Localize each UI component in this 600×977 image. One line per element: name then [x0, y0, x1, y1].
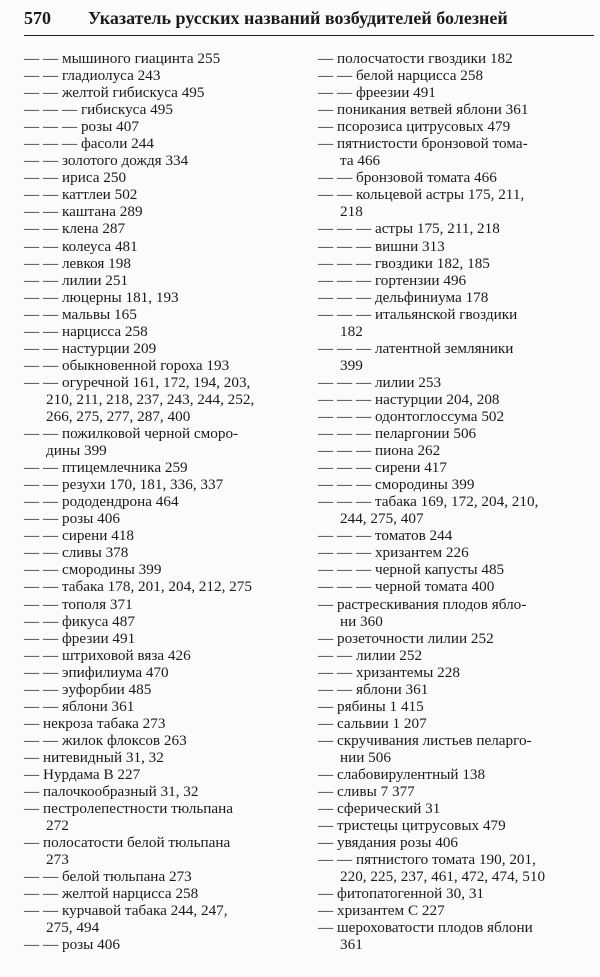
index-entry-line: — — сливы 378 — [24, 544, 129, 562]
index-entry-line: — — сирени 418 — [24, 527, 135, 545]
index-entry — [24, 800, 300, 834]
index-entry-line: — фитопатогенной 30, 31 — [318, 885, 485, 903]
index-entry — [318, 851, 592, 885]
index-entry — [318, 255, 592, 272]
index-entry — [24, 67, 300, 84]
index-entry — [24, 834, 300, 868]
index-entry-line: 361 — [340, 936, 363, 954]
index-entry — [24, 118, 300, 135]
index-entry-line: — — эпифилиума 470 — [24, 663, 169, 681]
index-entry-line: — — левкоя 198 — [24, 254, 131, 272]
index-entry-line: — сливы 7 377 — [318, 783, 415, 801]
index-entry-line: — — лилии 252 — [318, 646, 423, 664]
index-entry-line: — растрескивания плодов ябло- — [318, 595, 527, 613]
index-entry — [318, 408, 592, 425]
index-entry-line: — — — одонтоглоссума 502 — [318, 407, 505, 425]
index-entry — [318, 425, 592, 442]
index-entry-line: 244, 275, 407 — [340, 510, 424, 528]
index-entry — [318, 561, 592, 578]
index-entry-line: — — клена 287 — [24, 220, 126, 238]
index-entry-line: — — — дельфиниума 178 — [318, 288, 489, 306]
index-entry — [24, 647, 300, 664]
index-entry-line: — сальвии 1 207 — [318, 714, 427, 732]
index-entry-line: — полосатости белой тюльпана — [24, 834, 231, 852]
index-entry — [24, 868, 300, 885]
index-entry-line: — — — черной капусты 485 — [318, 561, 505, 579]
index-entry — [24, 459, 300, 476]
index-entry-line: — — — черной томата 400 — [318, 578, 495, 596]
index-entry — [24, 169, 300, 186]
index-column-left — [24, 50, 300, 953]
index-entry-line: — — — хризантем 226 — [318, 544, 469, 562]
index-entry-line: — — — гортензии 496 — [318, 271, 467, 289]
index-entry — [24, 289, 300, 306]
index-entry — [318, 238, 592, 255]
index-entry — [24, 510, 300, 527]
index-entry-line: — — жилок флоксов 263 — [24, 731, 187, 749]
index-entry — [24, 698, 300, 715]
index-entry — [24, 476, 300, 493]
index-entry — [318, 493, 592, 527]
index-entry-line: 273 — [46, 851, 69, 869]
index-entry-line: — — обыкновенной гороха 193 — [24, 356, 230, 374]
index-entry — [24, 50, 300, 67]
index-entry-line: — шероховатости плодов яблони — [318, 919, 533, 937]
index-entry-line: — — птицемлечника 259 — [24, 459, 188, 477]
index-entry-line: та 466 — [340, 152, 381, 170]
index-entry-line: — — фрезии 491 — [24, 629, 136, 647]
index-entry — [318, 340, 592, 374]
index-entry-line: — Нурдама В 227 — [24, 765, 141, 783]
index-entry-line: 275, 494 — [46, 919, 100, 937]
index-entry — [24, 527, 300, 544]
index-entry-line: — — — лилии 253 — [318, 373, 442, 391]
index-entry — [24, 255, 300, 272]
index-entry — [318, 681, 592, 698]
index-entry-line: — пятнистости бронзовой тома- — [318, 135, 528, 153]
index-entry — [318, 664, 592, 681]
index-entry-line: — — желтой нарцисса 258 — [24, 885, 199, 903]
index-entry-line: — — — итальянской гвоздики — [318, 305, 518, 323]
index-entry — [318, 783, 592, 800]
index-entry — [318, 834, 592, 851]
index-entry-line: — хризантем С 227 — [318, 902, 445, 920]
index-entry — [24, 220, 300, 237]
index-entry-line: — скручивания листьев пеларго- — [318, 731, 532, 749]
index-entry-line: — — курчавой табака 244, 247, — [24, 902, 228, 920]
index-entry — [24, 561, 300, 578]
index-entry-line: — — пятнистого томата 190, 201, — [318, 851, 536, 869]
index-entry-line: ни 360 — [340, 612, 383, 630]
index-entry-line: — — — смородины 399 — [318, 476, 475, 494]
index-entry-line: — — — астры 175, 211, 218 — [318, 220, 500, 238]
index-entry — [318, 817, 592, 834]
index-entry-line: — — колеуса 481 — [24, 237, 138, 255]
index-column-right — [318, 50, 592, 953]
index-entry-line: — — штриховой вяза 426 — [24, 646, 191, 664]
index-entry — [318, 919, 592, 953]
index-entry — [318, 306, 592, 340]
index-entry — [24, 135, 300, 152]
index-entry — [318, 289, 592, 306]
index-entry-line: — пестролепестности тюльпана — [24, 800, 233, 818]
index-entry-line: — нитевидный 31, 32 — [24, 748, 164, 766]
index-entry — [318, 885, 592, 902]
index-entry — [24, 323, 300, 340]
index-entry-line: — — — табака 169, 172, 204, 210, — [318, 493, 539, 511]
index-entry-line: — — — пиона 262 — [318, 442, 441, 460]
index-entry — [318, 596, 592, 630]
index-entry — [318, 101, 592, 118]
index-entry-line: — некроза табака 273 — [24, 714, 166, 732]
index-entry — [24, 936, 300, 953]
index-entry-line: — — огуречной 161, 172, 194, 203, — [24, 373, 251, 391]
index-entry — [24, 84, 300, 101]
index-entry-line: — — нарцисса 258 — [24, 322, 148, 340]
index-entry-line: — — яблони 361 — [318, 680, 429, 698]
index-entry-line: — — люцерны 181, 193 — [24, 288, 179, 306]
index-entry — [318, 186, 592, 220]
index-entry — [318, 902, 592, 919]
index-entry — [24, 783, 300, 800]
index-entry-line: — — тополя 371 — [24, 595, 133, 613]
index-entry-line: — — гладиолуса 243 — [24, 67, 161, 85]
index-entry — [24, 152, 300, 169]
index-entry-line: — — кольцевой астры 175, 211, — [318, 186, 525, 204]
index-entry — [24, 425, 300, 459]
index-entry — [24, 766, 300, 783]
index-entry — [318, 459, 592, 476]
index-entry-line: — — фикуса 487 — [24, 612, 135, 630]
index-entry — [318, 647, 592, 664]
index-entry — [318, 544, 592, 561]
index-entry — [318, 766, 592, 783]
index-entry-line: — розеточности лилии 252 — [318, 629, 494, 647]
index-entry — [318, 476, 592, 493]
index-entry — [318, 169, 592, 186]
index-entry — [24, 630, 300, 647]
index-entry-line: — — ириса 250 — [24, 169, 127, 187]
index-entry — [24, 357, 300, 374]
index-entry — [24, 902, 300, 936]
index-entry-line: 182 — [340, 322, 363, 340]
index-entry-line: — — эуфорбии 485 — [24, 680, 152, 698]
index-entry-line: — — настурции 209 — [24, 339, 157, 357]
index-entry-line: — — фреезии 491 — [318, 84, 436, 102]
index-entry-line: — — каттлеи 502 — [24, 186, 138, 204]
index-entry-line: — рябины 1 415 — [318, 697, 424, 715]
index-entry-line: 220, 225, 237, 461, 472, 474, 510 — [340, 868, 546, 886]
index-entry — [24, 306, 300, 323]
index-entry-line: — — мальвы 165 — [24, 305, 137, 323]
index-entry-line: — — белой нарцисса 258 — [318, 67, 484, 85]
index-entry-line: — — смородины 399 — [24, 561, 162, 579]
index-entry — [318, 630, 592, 647]
index-entry — [318, 220, 592, 237]
index-entry-line: 210, 211, 218, 237, 243, 244, 252, — [46, 390, 255, 408]
index-entry-line: 266, 275, 277, 287, 400 — [46, 407, 191, 425]
running-title: Указатель русских названий возбудителей болезней — [88, 8, 508, 28]
index-entry-line: — тристецы цитрусовых 479 — [318, 817, 506, 835]
index-entry-line: — — белой тюльпана 273 — [24, 868, 192, 886]
index-entry-line: — — — гибискуса 495 — [24, 101, 173, 119]
index-entry — [24, 340, 300, 357]
index-entry-line: — — пожилковой черной сморо- — [24, 425, 239, 443]
index-entry-line: — — мышиного гиацинта 255 — [24, 50, 221, 67]
index-entry — [24, 544, 300, 561]
index-entry — [24, 493, 300, 510]
index-entry — [318, 84, 592, 101]
index-entry-line: — — табака 178, 201, 204, 212, 275 — [24, 578, 252, 596]
index-entry — [318, 50, 592, 67]
index-entry-line: — — — латентной земляники — [318, 339, 514, 357]
index-entry — [318, 135, 592, 169]
index-entry-line: — поникания ветвей яблони 361 — [318, 101, 529, 119]
index-entry — [318, 442, 592, 459]
index-entry-line: — — — фасоли 244 — [24, 135, 154, 153]
index-entry-line: 399 — [340, 356, 363, 374]
index-entry-line: — — желтой гибискуса 495 — [24, 84, 205, 102]
index-entry — [24, 732, 300, 749]
index-entry-line: — — — вишни 313 — [318, 237, 445, 255]
index-entry-line: — — бронзовой томата 466 — [318, 169, 497, 187]
index-entry — [318, 374, 592, 391]
index-entry — [24, 715, 300, 732]
index-entry — [318, 732, 592, 766]
index-entry-line: — — каштана 289 — [24, 203, 143, 221]
running-header — [24, 6, 594, 36]
index-entry — [318, 578, 592, 595]
index-entry-line: — — — гвоздики 182, 185 — [318, 254, 490, 272]
index-entry — [24, 681, 300, 698]
index-entry-line: — — лилии 251 — [24, 271, 129, 289]
index-entry — [24, 272, 300, 289]
index-entry — [318, 67, 592, 84]
index-entry-line: — — розы 406 — [24, 510, 120, 528]
index-entry-line: — — — розы 407 — [24, 118, 139, 136]
index-entry-line: дины 399 — [46, 442, 107, 460]
index-entry — [318, 118, 592, 135]
index-entry — [24, 885, 300, 902]
index-entry-line: — — — пеларгонии 506 — [318, 425, 477, 443]
index-entry — [24, 203, 300, 220]
index-entry-line: — сферический 31 — [318, 800, 441, 818]
index-entry-line: — псорозиса цитрусовых 479 — [318, 118, 511, 136]
index-entry — [24, 596, 300, 613]
index-entry — [318, 800, 592, 817]
index-entry-line: — — розы 406 — [24, 936, 120, 954]
index-entry-line: — — — томатов 244 — [318, 527, 453, 545]
index-entry-line: нии 506 — [340, 748, 391, 766]
index-entry-line: — — — сирени 417 — [318, 459, 447, 477]
index-entry — [24, 613, 300, 630]
index-entry — [24, 238, 300, 255]
index-entry — [24, 101, 300, 118]
index-entry-line: — полосчатости гвоздики 182 — [318, 50, 513, 67]
index-entry-line: — слабовирулентный 138 — [318, 765, 486, 783]
index-entry-line: — — хризантемы 228 — [318, 663, 460, 681]
index-entry-line: — палочкообразный 31, 32 — [24, 783, 199, 801]
index-entry — [318, 715, 592, 732]
index-entry-line: — увядания розы 406 — [318, 834, 459, 852]
index-entry-line: 272 — [46, 817, 69, 835]
index-entry-line: — — резухи 170, 181, 336, 337 — [24, 476, 224, 494]
index-entry — [318, 698, 592, 715]
index-entry — [24, 749, 300, 766]
index-entry — [318, 391, 592, 408]
index-entry-line: 218 — [340, 203, 363, 221]
index-entry-line: — — — настурции 204, 208 — [318, 390, 500, 408]
page-number: 570 — [24, 8, 51, 28]
index-entry — [318, 272, 592, 289]
index-entry — [318, 527, 592, 544]
index-entry — [24, 374, 300, 425]
index-entry-line: — — рододендрона 464 — [24, 493, 179, 511]
index-entry — [24, 578, 300, 595]
index-entry-line: — — яблони 361 — [24, 697, 135, 715]
index-entry — [24, 664, 300, 681]
index-entry-line: — — золотого дождя 334 — [24, 152, 189, 170]
index-entry — [24, 186, 300, 203]
